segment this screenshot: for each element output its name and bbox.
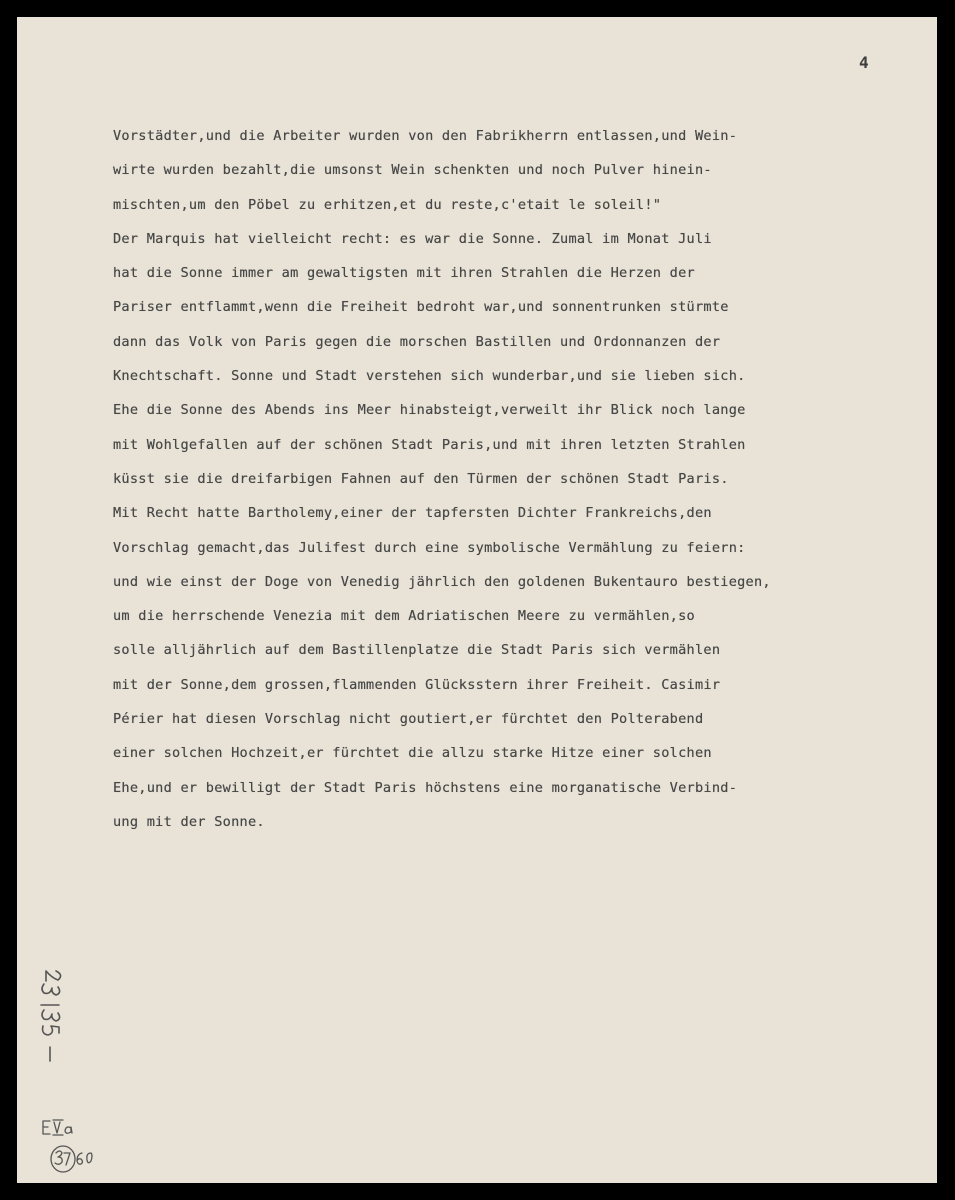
text-line: mit der Sonne,dem grossen,flammenden Glücksstern ihrer Freiheit. Casimir [113, 676, 721, 693]
text-line: Der Marquis hat vielleicht recht: es war die Sonne. Zumal im Monat Juli [113, 230, 712, 247]
text-line: hat die Sonne immer am gewaltigsten mit ihren Strahlen die Herzen der [113, 265, 695, 282]
text-line: einer solchen Hochzeit,er fürchtet die allzu starke Hitze einer solchen [113, 745, 712, 762]
text-line: Knechtschaft. Sonne und Stadt verstehen sich wunderbar,und sie lieben sich. [113, 368, 746, 385]
page-number: 4 [859, 53, 869, 72]
text-line: Vorstädter,und die Arbeiter wurden von den Fabrikherrn entlassen,und Wein- [113, 128, 738, 144]
text-line: ung mit der Sonne. [113, 813, 265, 830]
text-line: wirte wurden bezahlt,die umsonst Wein schenkten und noch Pulver hinein- [113, 162, 712, 179]
text-line: dann das Volk von Paris gegen die morschen Bastillen und Ordonnanzen der [113, 333, 721, 350]
text-line: mit Wohlgefallen auf der schönen Stadt Paris,und mit ihren letzten Strahlen [113, 436, 746, 453]
handwritten-archive-number [20, 967, 80, 1072]
text-line: Vorschlag gemacht,das Julifest durch eine symbolische Vermählung zu feiern: [113, 539, 746, 556]
text-line: Pariser entflammt,wenn die Freiheit bedroht war,und sonnentrunken stürmte [113, 299, 729, 316]
text-line: mischten,um den Pöbel zu erhitzen,et du reste,c'etait le soleil!" [113, 196, 662, 213]
text-line: solle alljährlich auf dem Bastillenplatze die Stadt Paris sich vermählen [113, 642, 721, 659]
text-line: um die herrschende Venezia mit dem Adriatischen Meere zu vermählen,so [113, 608, 695, 625]
typed-text-body [113, 119, 903, 839]
text-line: Ehe,und er bewilligt der Stadt Paris höchstens eine morganatische Verbind- [113, 779, 738, 796]
text-line: und wie einst der Doge von Venedig jährlich den goldenen Bukentauro bestiegen, [113, 573, 771, 590]
text-line: Ehe die Sonne des Abends ins Meer hinabsteigt,verweilt ihr Blick noch lange [113, 402, 746, 419]
text-line: Mit Recht hatte Bartholemy,einer der tapfersten Dichter Frankreichs,den [113, 505, 712, 522]
document-page [17, 17, 937, 1183]
archive-stamp-notation [29, 1117, 99, 1177]
text-line: Périer hat diesen Vorschlag nicht goutiert,er fürchtet den Polterabend [113, 711, 704, 728]
text-line: küsst sie die dreifarbigen Fahnen auf den Türmen der schönen Stadt Paris. [113, 470, 729, 487]
